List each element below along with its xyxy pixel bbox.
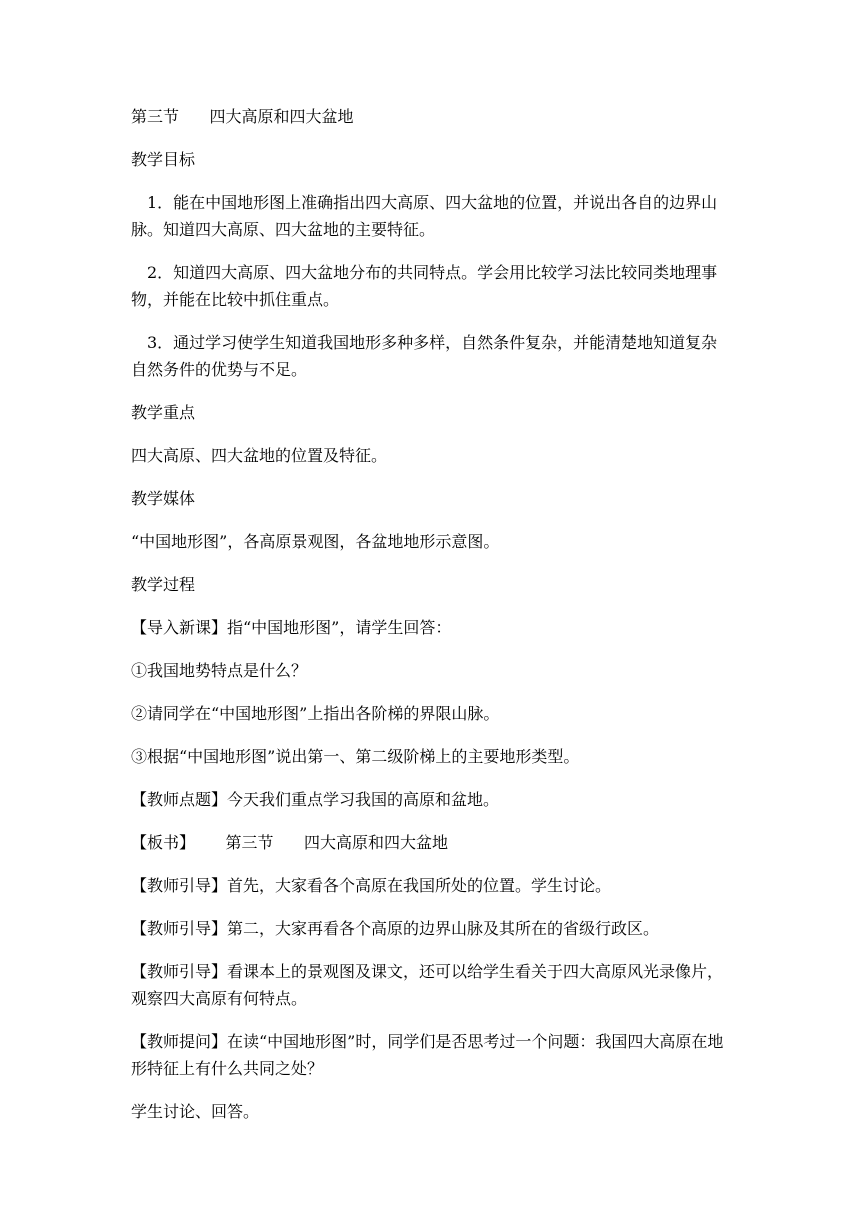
teacher-guide-2: 【教师引导】第二，大家再看各个高原的边界山脉及其所在的省级行政区。 [131, 919, 660, 938]
teacher-point: 【教师点题】今天我们重点学习我国的高原和盆地。 [131, 790, 500, 809]
document-page [131, 103, 731, 1141]
student-discussion: 学生讨论、回答。 [131, 1102, 260, 1121]
section-title: 第三节 四大高原和四大盆地 [131, 107, 354, 126]
teacher-guide-1: 【教师引导】首先，大家看各个高原在我国所处的位置。学生讨论。 [131, 876, 612, 895]
process-heading: 教学过程 [131, 575, 196, 594]
teacher-question: 【教师提问】在读“中国地形图”时，同学们是否思考过一个问题：我国四大高原在地形特征上有什么共同之处？ [131, 1032, 724, 1078]
teacher-guide-3: 【教师引导】看课本上的景观图及课文，还可以给学生看关于四大高原风光录像片，观察四大高原有何特点。 [131, 962, 724, 1008]
objective-2: 2．知道四大高原、四大盆地分布的共同特点。学会用比较学习法比较同类地理事物，并能在比较中抓住重点。 [131, 263, 718, 309]
question-2: ②请同学在“中国地形图”上指出各阶梯的界限山脉。 [131, 704, 500, 723]
key-points-heading: 教学重点 [131, 403, 196, 422]
question-3: ③根据“中国地形图”说出第一、第二级阶梯上的主要地形类型。 [131, 747, 580, 766]
intro-paragraph: 【导入新课】指“中国地形图”，请学生回答： [131, 618, 452, 637]
board-note: 【板书】 第三节 四大高原和四大盆地 [131, 833, 449, 852]
objective-1: 1．能在中国地形图上准确指出四大高原、四大盆地的位置，并说出各自的边界山脉。知道四大高原、四大盆地的主要特征。 [131, 193, 718, 239]
media-text: “中国地形图”，各高原景观图，各盆地地形示意图。 [131, 532, 500, 551]
question-1: ①我国地势特点是什么？ [131, 661, 308, 680]
media-heading: 教学媒体 [131, 489, 196, 508]
objective-3: 3．通过学习使学生知道我国地形多种多样，自然条件复杂，并能清楚地知道复杂自然务件的优势与不足。 [131, 333, 718, 379]
objectives-heading: 教学目标 [131, 150, 196, 169]
key-points-text: 四大高原、四大盆地的位置及特征。 [131, 446, 388, 465]
